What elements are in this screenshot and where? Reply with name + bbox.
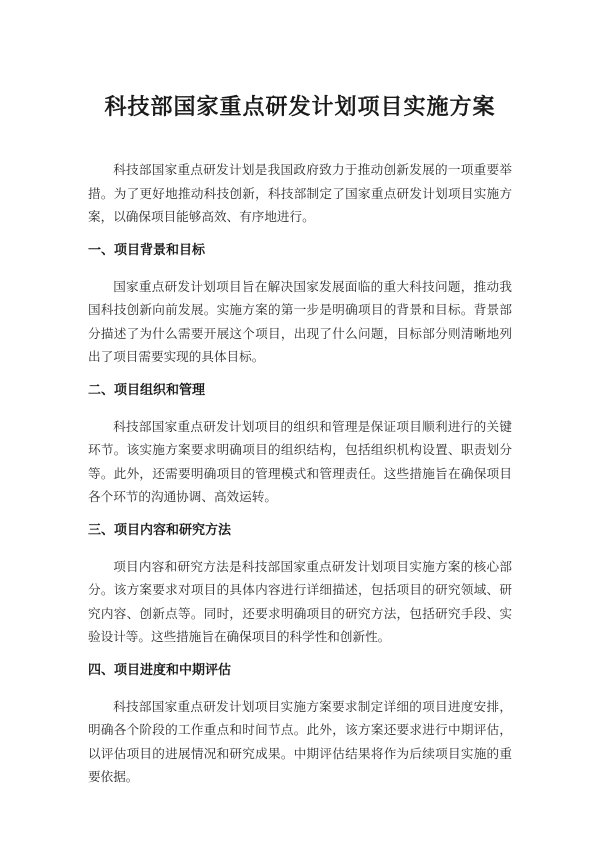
section-progress-evaluation — [88, 661, 512, 789]
section-paragraph: 科技部国家重点研发计划项目实施方案要求制定详细的项目进度安排，明确各个阶段的工作重点和时间节点。此外，该方案还要求进行中期评估，以评估项目的进展情况和研究成果。中期评估结果将作为后续项目实施的重要依据。 — [88, 698, 512, 784]
section-heading: 一、项目背景和目标 — [88, 242, 206, 258]
section-content-methods — [88, 521, 512, 649]
section-paragraph: 科技部国家重点研发计划项目的组织和管理是保证项目顺利进行的关键环节。该实施方案要求明确项目的组织结构，包括组织机构设置、职责划分等。此外，还需要明确项目的管理模式和管理责任。这些措施旨在确保项目各个环节的沟通协调、高效运转。 — [88, 418, 512, 504]
section-heading: 三、项目内容和研究方法 — [88, 522, 232, 538]
document-title: 科技部国家重点研发计划项目实施方案 — [104, 95, 496, 120]
section-organization — [88, 381, 512, 509]
section-paragraph: 项目内容和研究方法是科技部国家重点研发计划项目实施方案的核心部分。该方案要求对项目的具体内容进行详细描述，包括项目的研究领域、研究内容、创新点等。同时，还要求明确项目的研究方法，包括研究手段、实验设计等。这些措施旨在确保项目的科学性和创新性。 — [88, 558, 512, 644]
section-paragraph: 国家重点研发计划项目旨在解决国家发展面临的重大科技问题，推动我国科技创新向前发展。实施方案的第一步是明确项目的背景和目标。背景部分描述了为什么需要开展这个项目，出现了什么问题，目标部分则清晰地列出了项目需要实现的具体目标。 — [88, 278, 512, 364]
section-heading: 二、项目组织和管理 — [88, 382, 206, 398]
section-background — [88, 241, 512, 369]
section-heading: 四、项目进度和中期评估 — [88, 662, 232, 678]
intro-paragraph: 科技部国家重点研发计划是我国政府致力于推动创新发展的一项重要举措。为了更好地推动科技创新，科技部制定了国家重点研发计划项目实施方案，以确保项目能够高效、有序地进行。 — [88, 162, 512, 224]
